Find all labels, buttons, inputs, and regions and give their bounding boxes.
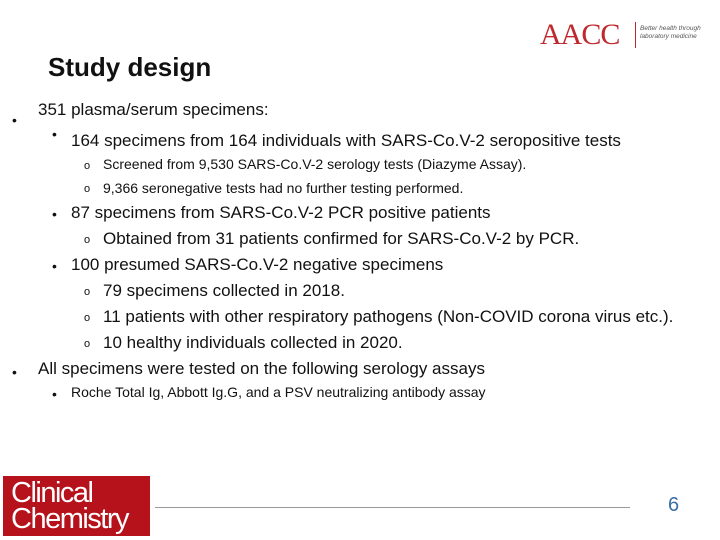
sub-bullet-icon: o — [84, 183, 91, 195]
bullet-pcr-patients: Obtained from 31 patients confirmed for SARS-Co.V-2 by PCR. — [103, 229, 580, 248]
sub-bullet-icon: o — [84, 312, 91, 324]
aacc-logo-text: AACC — [540, 18, 620, 51]
sub-bullet-icon: o — [84, 286, 91, 298]
bullet-icon: • — [12, 112, 17, 128]
bullet-specimens: 351 plasma/serum specimens: — [38, 100, 269, 119]
bullet-other-pathogens: 11 patients with other respiratory pathogens (Non-COVID corona virus etc.). — [103, 307, 674, 326]
bullet-negative: 100 presumed SARS-Co.V-2 negative specimens — [71, 255, 444, 274]
bullet-icon: • — [52, 126, 57, 142]
sub-bullet-icon: o — [84, 160, 91, 172]
aacc-logo-tagline: Better health through laboratory medicine — [640, 25, 701, 40]
bullet-pcr: 87 specimens from SARS-Co.V-2 PCR positive patients — [71, 203, 491, 222]
sub-bullet-icon: o — [84, 338, 91, 350]
bullet-screened: Screened from 9,530 SARS-Co.V-2 serology tests (Diazyme Assay). — [103, 156, 527, 172]
bullet-seropositive: 164 specimens from 164 individuals with SARS-Co.V-2 seropositive tests — [71, 131, 621, 150]
journal-name-line1: Clinical — [11, 477, 93, 509]
bullet-healthy: 10 healthy individuals collected in 2020. — [103, 333, 403, 352]
journal-name-line2: Chemistry — [11, 503, 129, 535]
sub-bullet-icon: o — [84, 234, 91, 246]
bullet-icon: • — [12, 364, 17, 380]
bullet-icon: • — [52, 386, 57, 402]
bullet-seronegative: 9,366 seronegative tests had no further testing performed. — [103, 180, 464, 196]
footer-divider — [155, 507, 630, 508]
page-title: Study design — [48, 52, 212, 82]
page-number: 6 — [668, 494, 680, 516]
bullet-2018: 79 specimens collected in 2018. — [103, 281, 345, 300]
bullet-icon: • — [52, 206, 57, 222]
clinical-chemistry-logo — [3, 476, 150, 536]
bullet-assay-list: Roche Total Ig, Abbott Ig.G, and a PSV neutralizing antibody assay — [71, 384, 486, 400]
bullet-assays: All specimens were tested on the following serology assays — [38, 359, 485, 378]
bullet-icon: • — [52, 258, 57, 274]
